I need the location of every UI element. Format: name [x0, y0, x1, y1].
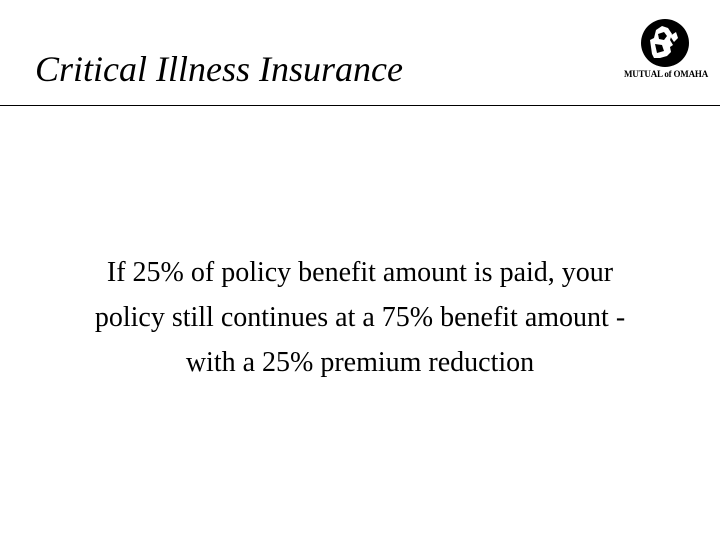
body-line: policy still continues at a 75% benefit amount - — [94, 302, 626, 333]
logo-wordmark: MUTUAL of OMAHA — [624, 69, 708, 79]
company-logo — [618, 18, 718, 90]
indian-head-icon — [640, 18, 690, 68]
body-line: If 25% of policy benefit amount is paid, your — [106, 257, 614, 288]
title-divider — [0, 105, 720, 106]
slide-title: Critical Illness Insurance — [35, 49, 403, 89]
body-text — [30, 250, 690, 385]
body-line: with a 25% premium reduction — [185, 347, 535, 378]
